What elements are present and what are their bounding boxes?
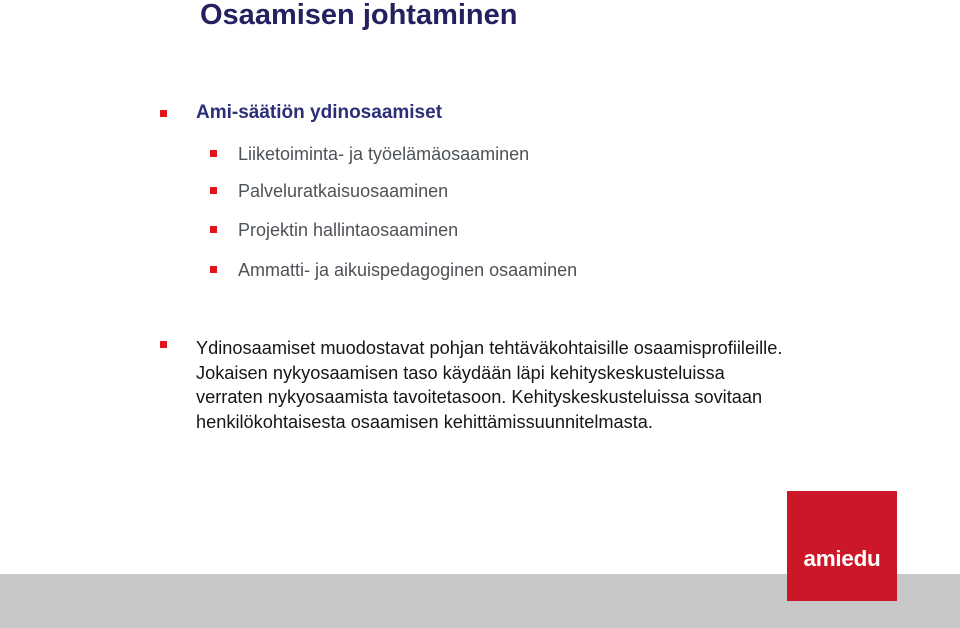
page-title: Osaamisen johtaminen	[200, 0, 518, 31]
list-item: Palveluratkaisuosaaminen	[238, 181, 449, 201]
amiedu-logo	[787, 491, 897, 601]
sub-bullet-marker	[210, 187, 217, 194]
core-competencies-heading: Ami-säätiön ydinosaamiset	[196, 102, 443, 123]
sub-bullet-marker	[210, 226, 217, 233]
list-item: Projektin hallintaosaaminen	[238, 220, 459, 240]
bullet-marker	[160, 110, 167, 117]
list-item: Liiketoiminta- ja työelämäosaaminen	[238, 144, 530, 164]
list-item: Ammatti- ja aikuispedagoginen osaaminen	[238, 260, 578, 280]
body-paragraph	[196, 336, 916, 434]
bullet-marker	[160, 341, 167, 348]
paragraph-line: henkilökohtaisesta osaamisen kehittämissuunnitelmasta.	[196, 411, 653, 432]
paragraph-line: Jokaisen nykyosaamisen taso käydään läpi kehityskeskusteluissa	[196, 362, 725, 383]
paragraph-line: Ydinosaamiset muodostavat pohjan tehtäväkohtaisille osaamisprofiileille.	[196, 338, 783, 358]
paragraph-line: verraten nykyosaamista tavoitetasoon. Kehityskeskusteluissa sovitaan	[196, 387, 763, 407]
sub-bullet-marker	[210, 266, 217, 273]
logo-text: amiedu	[803, 546, 881, 571]
sub-bullet-marker	[210, 150, 217, 157]
